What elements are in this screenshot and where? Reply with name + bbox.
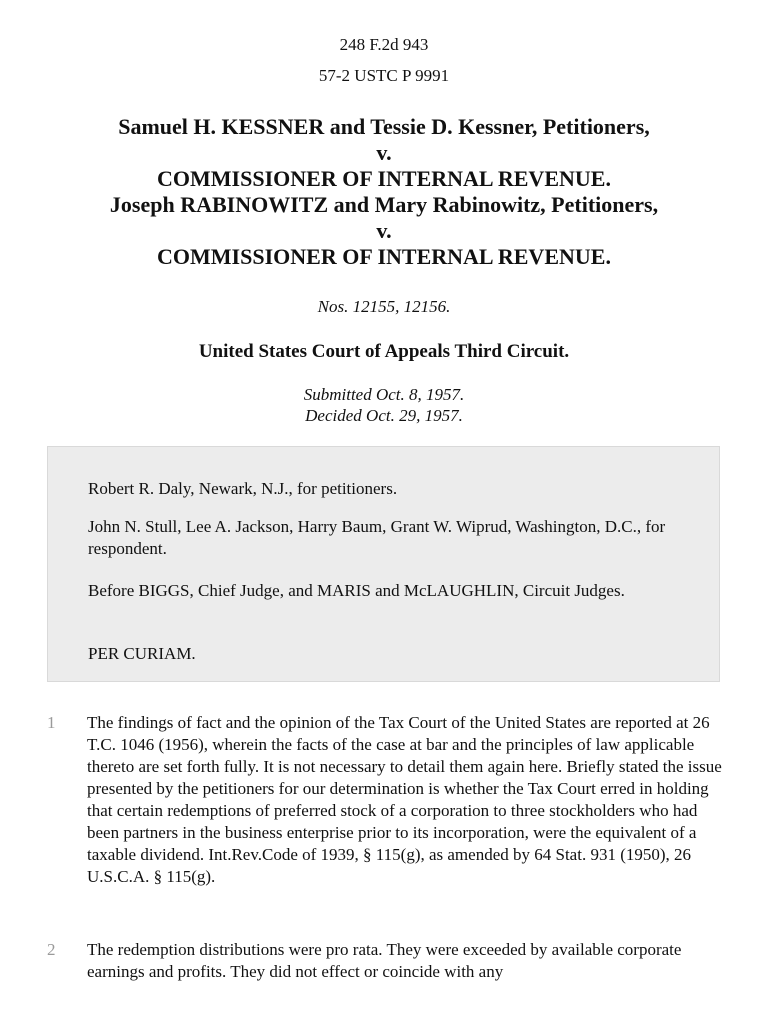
reporter-citation: 248 F.2d 943	[339, 35, 429, 54]
tax-cases-citation: 57-2 USTC P 9991	[318, 66, 450, 85]
caption-petitioners-1: Samuel H. KESSNER and Tessie D. Kessner, Petitioners,	[118, 114, 650, 139]
caption-respondent-1: COMMISSIONER OF INTERNAL REVENUE.	[157, 166, 611, 191]
submitted-date: Submitted Oct. 8, 1957.	[303, 385, 465, 404]
caption-versus-2: v.	[376, 218, 392, 243]
judges-panel: Before BIGGS, Chief Judge, and MARIS and McLAUGHLIN, Circuit Judges.	[88, 581, 625, 600]
caption-petitioners-2: Joseph RABINOWITZ and Mary Rabinowitz, Petitioners,	[109, 192, 659, 217]
case-dates	[0, 384, 768, 426]
paragraph-number: 1	[47, 713, 56, 732]
decided-date: Decided Oct. 29, 1957.	[305, 406, 463, 425]
docket-numbers: Nos. 12155, 12156.	[317, 297, 451, 316]
paragraph-number: 2	[47, 940, 56, 959]
court-name: United States Court of Appeals Third Circuit.	[198, 341, 570, 362]
counsel-respondent: John N. Stull, Lee A. Jackson, Harry Baum, Grant W. Wiprud, Washington, D.C., for respondent.	[88, 517, 666, 558]
counsel-box	[47, 446, 720, 682]
per-curiam: PER CURIAM.	[88, 644, 196, 663]
paragraph-text: The findings of fact and the opinion of the Tax Court of the United States are reported at 26 T.C. 1046 (1956), wherein the facts of the case at bar and the principles of law applicable thereto are set forth fully. It is not necessary to detail them again here. Briefly stated the issue presented by the petitioners for our determination is whether the Tax Court erred in holding that certain redemptions of preferred stock of a corporation to three stockholders who had been partners in the business enterprise prior to its incorporation, were the equivalent of a taxable dividend. Int.Rev.Code of 1939, § 115(g), as amended by 64 Stat. 931 (1950), 26 U.S.C.A. § 115(g).	[87, 713, 722, 886]
caption-versus-1: v.	[376, 140, 392, 165]
case-caption	[0, 114, 768, 270]
paragraph-text: The redemption distributions were pro rata. They were exceeded by available corporate earnings and profits. They did not effect or coincide with any	[87, 940, 682, 981]
counsel-petitioners: Robert R. Daly, Newark, N.J., for petitioners.	[88, 479, 398, 498]
caption-respondent-2: COMMISSIONER OF INTERNAL REVENUE.	[157, 244, 611, 269]
